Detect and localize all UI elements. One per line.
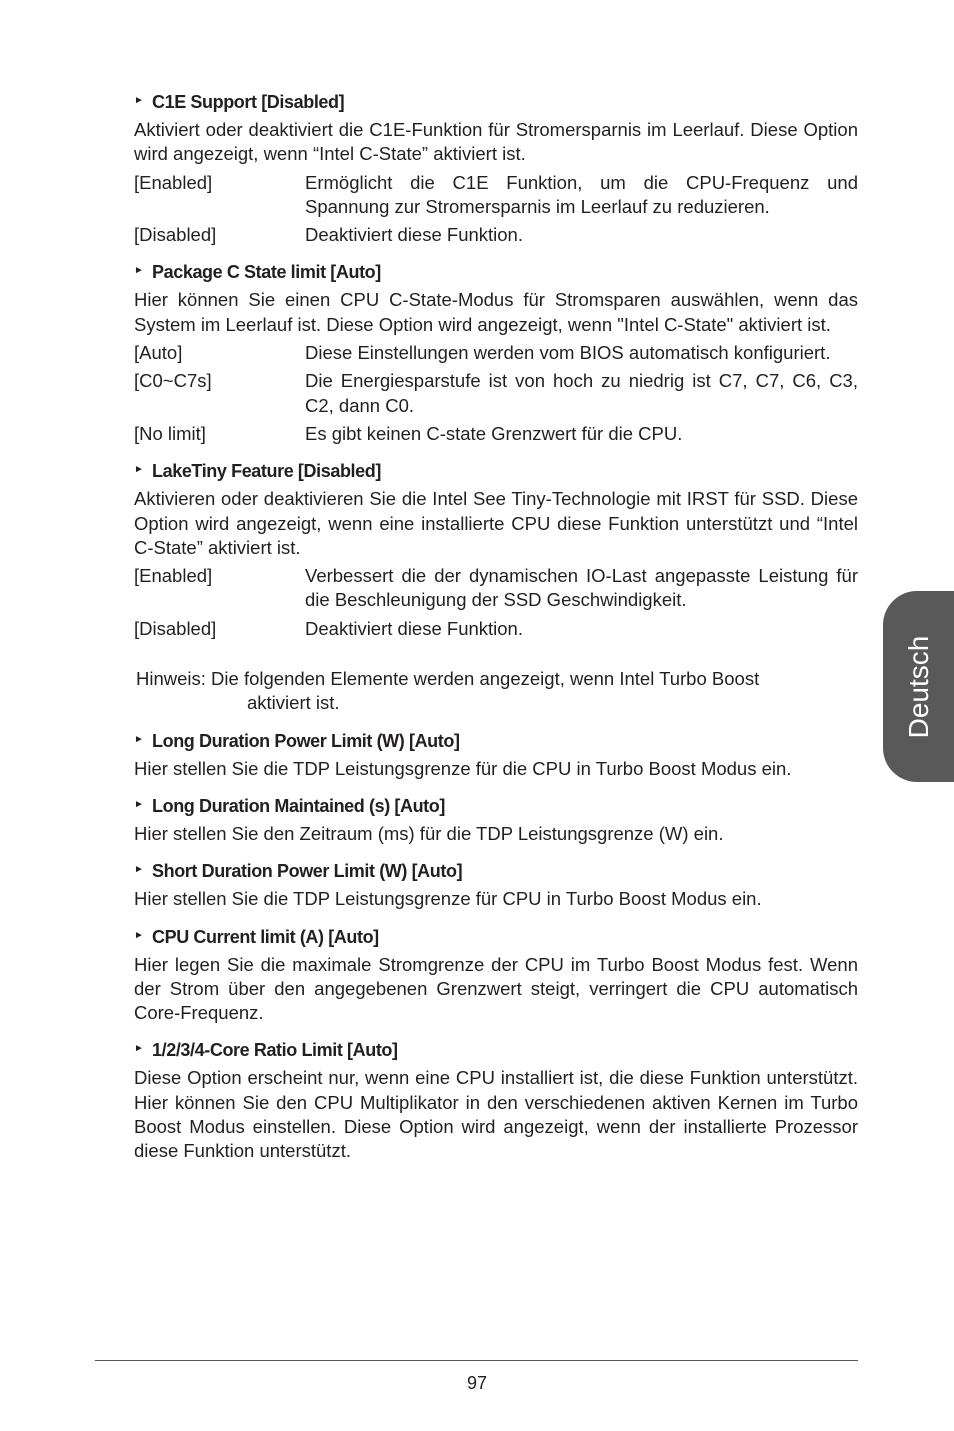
- triangle-bullet-icon: ►: [134, 733, 144, 745]
- option-row: [134, 422, 858, 446]
- setting-description: Aktivieren oder deaktivieren Sie die Intel See Tiny-Technologie mit IRST für SSD. Diese Option wird angezeigt, wenn eine installierte CPU diese Funktion unterstützt und “Intel C-State” aktiviert ist.: [134, 488, 858, 558]
- option-description: Deaktiviert diese Funktion.: [305, 224, 523, 246]
- setting-title: Long Duration Maintained (s) [Auto]: [152, 795, 445, 816]
- option-description: Es gibt keinen C-state Grenzwert für die CPU.: [305, 422, 683, 444]
- option-key: [Enabled]: [134, 171, 213, 193]
- setting-title: CPU Current limit (A) [Auto]: [152, 926, 379, 947]
- setting-section-laketiny-feature: [134, 459, 858, 641]
- setting-heading: [134, 90, 858, 114]
- option-key: [Enabled]: [134, 565, 213, 587]
- option-key: [Auto]: [134, 342, 183, 364]
- setting-description: Aktiviert oder deaktiviert die C1E-Funktion für Stromersparnis im Leerlauf. Diese Option wird angezeigt, wenn “Intel C-State” aktiviert ist.: [134, 119, 858, 165]
- setting-title: Package C State limit [Auto]: [152, 262, 381, 283]
- language-side-tab: [883, 591, 954, 782]
- note-line-2: aktiviert ist.: [247, 692, 340, 714]
- setting-section-long-duration-power-limit: [134, 729, 858, 781]
- setting-section-core-ratio-limit: [134, 1038, 858, 1163]
- option-description: Die Energiesparstufe ist von hoch zu niedrig ist C7, C7, C6, C3, C2, dann C0.: [305, 370, 858, 416]
- setting-section-package-c-state-limit: [134, 260, 858, 446]
- setting-title: Short Duration Power Limit (W) [Auto]: [152, 861, 463, 882]
- option-row: [134, 223, 858, 247]
- setting-title: 1/2/3/4-Core Ratio Limit [Auto]: [152, 1040, 398, 1061]
- footer-divider: [95, 1360, 858, 1361]
- setting-description: Hier können Sie einen CPU C-State-Modus für Stromsparen auswählen, wenn das System im Leerlauf ist. Diese Option wird angezeigt, wenn "Intel C-State" aktiviert ist.: [134, 289, 858, 335]
- turbo-boost-note: [136, 667, 858, 716]
- note-line-1: Hinweis: Die folgenden Elemente werden angezeigt, wenn Intel Turbo Boost: [136, 668, 760, 690]
- language-tab-label: Deutsch: [902, 635, 934, 738]
- setting-heading: [134, 794, 858, 818]
- setting-description: Diese Option erscheint nur, wenn eine CPU installiert ist, die diese Funktion unterstützt. Hier können Sie den CPU Multiplikator in den verschiedenen aktiven Kernen im Turbo Boost Modus einstellen. Diese Option wird angezeigt, wenn der installierte Prozessor diese Funktion unterstützt.: [134, 1067, 858, 1162]
- setting-heading: [134, 459, 858, 483]
- option-description: Diese Einstellungen werden vom BIOS automatisch konfiguriert.: [305, 342, 831, 364]
- option-description: Verbessert die der dynamischen IO-Last angepasste Leistung für die Beschleunigung der SSD Geschwindigkeit.: [305, 565, 858, 611]
- setting-section-long-duration-maintained: [134, 794, 858, 846]
- setting-description: Hier stellen Sie die TDP Leistungsgrenze für die CPU in Turbo Boost Modus ein.: [134, 757, 792, 779]
- setting-title: Long Duration Power Limit (W) [Auto]: [152, 730, 460, 751]
- setting-heading: [134, 859, 858, 883]
- option-row: [134, 617, 858, 641]
- option-key: [Disabled]: [134, 224, 217, 246]
- setting-heading: [134, 1038, 858, 1062]
- setting-section-cpu-current-limit: [134, 925, 858, 1026]
- setting-heading: [134, 729, 858, 753]
- option-row: [134, 341, 858, 365]
- setting-description: Hier stellen Sie den Zeitraum (ms) für die TDP Leistungsgrenze (W) ein.: [134, 822, 724, 844]
- setting-section-short-duration-power-limit: [134, 859, 858, 911]
- triangle-bullet-icon: ►: [134, 929, 144, 941]
- manual-page-content: [134, 90, 858, 1177]
- setting-description: Hier legen Sie die maximale Stromgrenze der CPU im Turbo Boost Modus fest. Wenn der Strom über den angegebenen Grenzwert steigt, verringert die CPU automatisch Core-Frequenz.: [134, 953, 858, 1024]
- option-row: [134, 369, 858, 418]
- setting-section-c1e-support: [134, 90, 858, 247]
- triangle-bullet-icon: ►: [134, 864, 144, 876]
- option-description: Deaktiviert diese Funktion.: [305, 617, 523, 639]
- setting-heading: [134, 925, 858, 949]
- triangle-bullet-icon: ►: [134, 95, 144, 106]
- triangle-bullet-icon: ►: [134, 1043, 144, 1055]
- option-row: [134, 564, 858, 613]
- triangle-bullet-icon: ►: [134, 464, 144, 476]
- page-number: 97: [466, 1373, 488, 1393]
- option-key: [No limit]: [134, 422, 206, 444]
- triangle-bullet-icon: ►: [134, 798, 144, 810]
- setting-heading: [134, 260, 858, 284]
- option-key: [Disabled]: [134, 617, 217, 639]
- setting-title: LakeTiny Feature [Disabled]: [152, 461, 381, 482]
- setting-title: C1E Support [Disabled]: [152, 92, 345, 112]
- option-row: [134, 171, 858, 220]
- option-key: [C0~C7s]: [134, 370, 212, 392]
- option-description: Ermöglicht die C1E Funktion, um die CPU-Frequenz und Spannung zur Stromersparnis im Leerlauf zu reduzieren.: [305, 171, 858, 217]
- setting-description: Hier stellen Sie die TDP Leistungsgrenze für CPU in Turbo Boost Modus ein.: [134, 888, 762, 910]
- triangle-bullet-icon: ►: [134, 265, 144, 277]
